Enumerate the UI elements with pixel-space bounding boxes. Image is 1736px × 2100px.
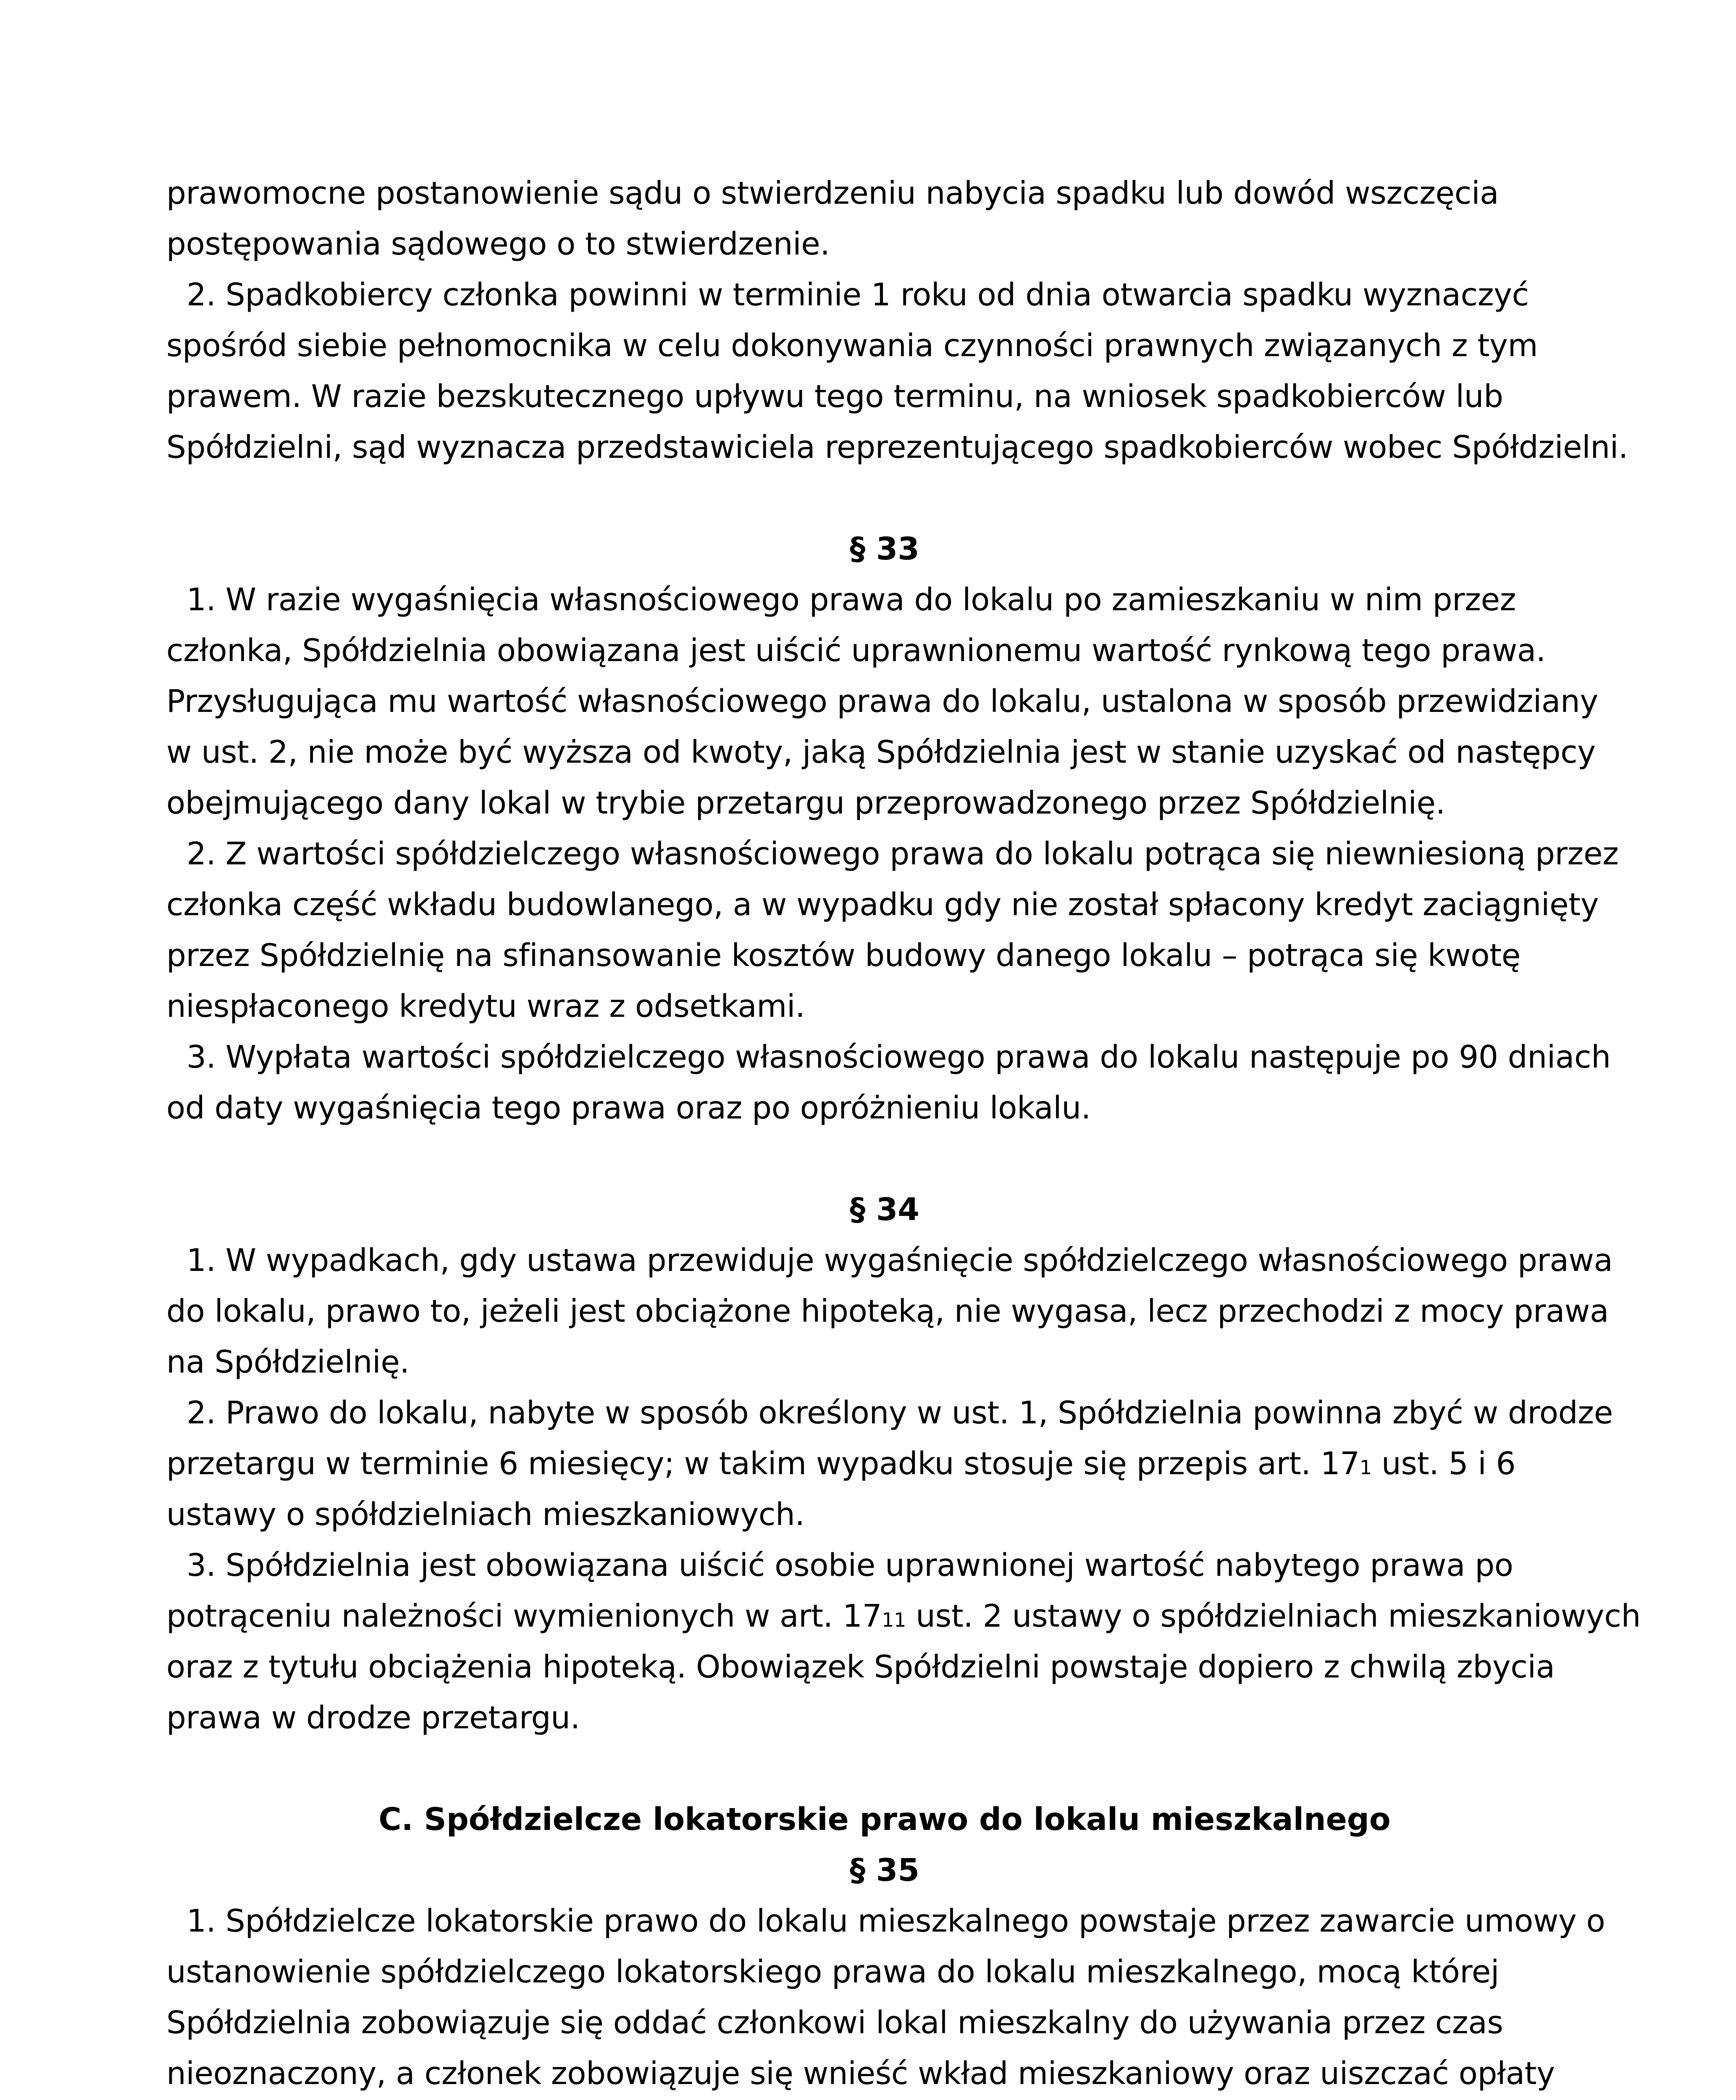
text-line: 2. Spadkobiercy członka powinni w terminie 1 roku od dnia otwarcia spadku wyznaczyć — [186, 277, 1529, 313]
section-heading: § 33 — [850, 531, 919, 567]
text-line — [166, 1591, 1641, 1642]
section-heading: § 35 — [850, 1852, 919, 1888]
text-line: na Spółdzielnię. — [166, 1344, 410, 1380]
text-line: 1. W wypadkach, gdy ustawa przewiduje wygaśnięcie spółdzielczego własnościowego prawa — [186, 1242, 1613, 1278]
chapter-title: C. Spółdzielcze lokatorskie prawo do lokalu mieszkalnego — [378, 1801, 1391, 1838]
text-line: do lokalu, prawo to, jeżeli jest obciążone hipoteką, nie wygasa, lecz przechodzi z mocy prawa — [166, 1293, 1609, 1329]
text-line: Spółdzielni, sąd wyznacza przedstawiciela reprezentującego spadkobierców wobec Spółdzielni. — [166, 429, 1628, 465]
text-line: niespłaconego kredytu wraz z odsetkami. — [166, 988, 805, 1024]
text-line: ustawy o spółdzielniach mieszkaniowych. — [166, 1496, 805, 1533]
text-line: 3. Spółdzielnia jest obowiązana uiścić osobie uprawnionej wartość nabytego prawa po — [186, 1547, 1513, 1583]
text-line: 1. W razie wygaśnięcia własnościowego prawa do lokalu po zamieszkaniu w nim przez — [186, 582, 1516, 618]
text-line: 2. Prawo do lokalu, nabyte w sposób określony w ust. 1, Spółdzielnia powinna zbyć w drodze — [186, 1395, 1613, 1431]
text-line: ustanowienie spółdzielczego lokatorskiego prawa do lokalu mieszkalnego, mocą której — [166, 1954, 1500, 1990]
text-line: prawomocne postanowienie sądu o stwierdzeniu nabycia spadku lub dowód wszczęcia — [166, 175, 1499, 211]
text-line: nieoznaczony, a członek zobowiązuje się wnieść wkład mieszkaniowy oraz uiszczać opłaty — [166, 2055, 1555, 2092]
spacer — [166, 1743, 1603, 1794]
spacer — [166, 1134, 1603, 1184]
text-fragment: ust. 2 ustawy o spółdzielniach mieszkaniowych — [906, 1598, 1641, 1634]
text-fragment: potrąceniu należności wymienionych w art. 17 — [166, 1598, 882, 1634]
subscript: 1 — [1359, 1456, 1372, 1479]
text-line: 1. Spółdzielcze lokatorskie prawo do lokalu mieszkalnego powstaje przez zawarcie umowy o — [186, 1903, 1605, 1939]
text-line: w ust. 2, nie może być wyższa od kwoty, jaką Spółdzielnia jest w stanie uzyskać od następcy — [166, 734, 1596, 770]
text-line: prawa w drodze przetargu. — [166, 1700, 580, 1736]
text-line: obejmującego dany lokal w trybie przetargu przeprowadzonego przez Spółdzielnię. — [166, 785, 1445, 821]
document-page — [166, 168, 1641, 2100]
text-line: spośród siebie pełnomocnika w celu dokonywania czynności prawnych związanych z tym — [166, 328, 1538, 364]
text-line: członka część wkładu budowlanego, a w wypadku gdy nie został spłacony kredyt zaciągnięty — [166, 887, 1599, 923]
text-line — [166, 1438, 1603, 1489]
text-line: oraz z tytułu obciążenia hipoteką. Obowiązek Spółdzielni powstaje dopiero z chwilą zbycia — [166, 1649, 1555, 1685]
text-line: od daty wygaśnięcia tego prawa oraz po opróżnieniu lokalu. — [166, 1090, 1091, 1126]
text-line: 3. Wypłata wartości spółdzielczego własnościowego prawa do lokalu następuje po 90 dniach — [186, 1039, 1611, 1075]
spacer — [166, 473, 1603, 524]
section-heading: § 34 — [850, 1192, 919, 1228]
text-fragment: przetargu w terminie 6 miesięcy; w takim wypadku stosuje się przepis art. 17 — [166, 1446, 1360, 1482]
text-line: postępowania sądowego o to stwierdzenie. — [166, 226, 830, 262]
text-line: prawem. W razie bezskutecznego upływu tego terminu, na wniosek spadkobierców lub — [166, 378, 1503, 415]
text-line: członka, Spółdzielnia obowiązana jest uiścić uprawnionemu wartość rynkową tego prawa. — [166, 633, 1546, 669]
text-fragment: ust. 5 i 6 — [1371, 1446, 1516, 1482]
subscript: 11 — [882, 1609, 906, 1631]
text-line: Spółdzielnia zobowiązuje się oddać członkowi lokal mieszkalny do używania przez czas — [166, 2005, 1503, 2041]
text-line: Przysługująca mu wartość własnościowego prawa do lokalu, ustalona w sposób przewidziany — [166, 683, 1598, 719]
text-line: 2. Z wartości spółdzielczego własnościowego prawa do lokalu potrąca się niewniesioną przez — [186, 836, 1619, 872]
text-line: przez Spółdzielnię na sfinansowanie kosztów budowy danego lokalu – potrąca się kwotę — [166, 937, 1521, 974]
